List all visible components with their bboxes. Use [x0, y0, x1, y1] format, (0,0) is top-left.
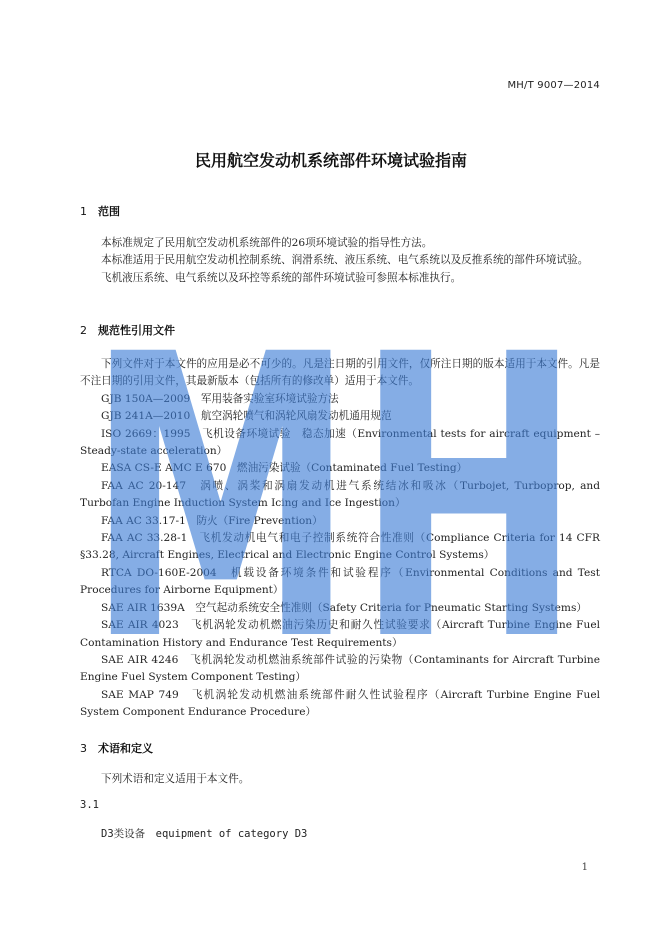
subsection-number: 3.1: [80, 799, 99, 811]
document-title: 民用航空发动机系统部件环境试验指南: [194, 151, 467, 170]
reference-item: GJB 241A—2010 航空涡轮喷气和涡轮风扇发动机通用规范: [101, 410, 392, 423]
section-heading-terms: [80, 740, 153, 756]
paragraph: 本标准适用于民用航空发动机控制系统、润滑系统、液压系统、电气系统以及反推系统的部件环境试验。: [101, 254, 589, 267]
section-body-references: [80, 356, 600, 722]
reference-item: ISO 2669：1995 飞机设备环境试验 稳态加速（Environmental tests for aircraft equipment – Steady-state acceleration）: [80, 427, 600, 458]
paragraph: 下列术语和定义适用于本文件。: [101, 773, 250, 785]
section-title: 术语和定义: [98, 742, 153, 755]
reference-item: SAE MAP 749 飞机涡轮发动机燃油系统部件耐久性试验程序（Aircraft Turbine Engine Fuel System Component Endurance Procedure）: [80, 688, 600, 719]
reference-item: RTCA DO-160E-2004 机载设备环境条件和试验程序（Environmental Conditions and Test Procedures for Airborne Equipment）: [80, 566, 600, 597]
reference-item: SAE AIR 1639A 空气起动系统安全性准则（Safety Criteria for Pneumatic Starting Systems）: [101, 601, 587, 614]
section-heading-scope: [80, 203, 120, 219]
reference-item: FAA AC 20-147 涡喷、涡桨和涡扇发动机进气系统结冰和吸冰（Turbojet, Turboprop, and Turbofan Engine Induction System Icing and Ice Ingestion）: [80, 479, 600, 510]
section-title: 规范性引用文件: [98, 324, 175, 337]
term-entry: D3类设备 equipment of category D3: [101, 828, 308, 840]
section-body-terms: [80, 771, 600, 788]
reference-item: SAE AIR 4023 飞机涡轮发动机燃油污染历史和耐久性试验要求（Aircraft Turbine Engine Fuel Contamination History and Endurance Test Requirements）: [80, 619, 600, 649]
page-number: 1: [581, 862, 588, 873]
reference-item: GJB 150A—2009 军用装备实验室环境试验方法: [101, 392, 339, 405]
reference-item: EASA CS-E AMC E 670 燃油污染试验（Contaminated Fuel Testing）: [101, 462, 468, 475]
reference-item: FAA AC 33.17-1 防火（Fire Prevention）: [101, 514, 323, 527]
section-number: 2: [80, 324, 87, 337]
section-body-scope: [80, 235, 600, 287]
section-title: 范围: [98, 205, 120, 218]
section-number: 3: [80, 742, 87, 755]
svg-text:MH: MH: [86, 345, 582, 638]
section-number: 1: [80, 205, 87, 218]
paragraph: 飞机液压系统、电气系统以及环控等系统的部件环境试验可参照本标准执行。: [101, 271, 462, 284]
reference-item: SAE AIR 4246 飞机涡轮发动机燃油系统部件试验的污染物（Contaminants for Aircraft Turbine Engine Fuel System Component Testing）: [80, 653, 600, 684]
reference-item: FAA AC 33.28-1 飞机发动机电气和电子控制系统符合性准则（Compliance Criteria for 14 CFR §33.28, Aircraft Engines, Electrical and Electronic Engine Control Systems）: [80, 532, 600, 562]
section-heading-normative-references: [80, 322, 175, 338]
standard-code: MH/T 9007—2014: [507, 80, 600, 91]
paragraph: 本标准规定了民用航空发动机系统部件的26项环境试验的指导性方法。: [101, 237, 433, 249]
paragraph: 下列文件对于本文件的应用是必不可少的。凡是注日期的引用文件，仅所注日期的版本适用于本文件。凡是不注日期的引用文件，其最新版本（包括所有的修改单）适用于本文件。: [80, 358, 600, 388]
